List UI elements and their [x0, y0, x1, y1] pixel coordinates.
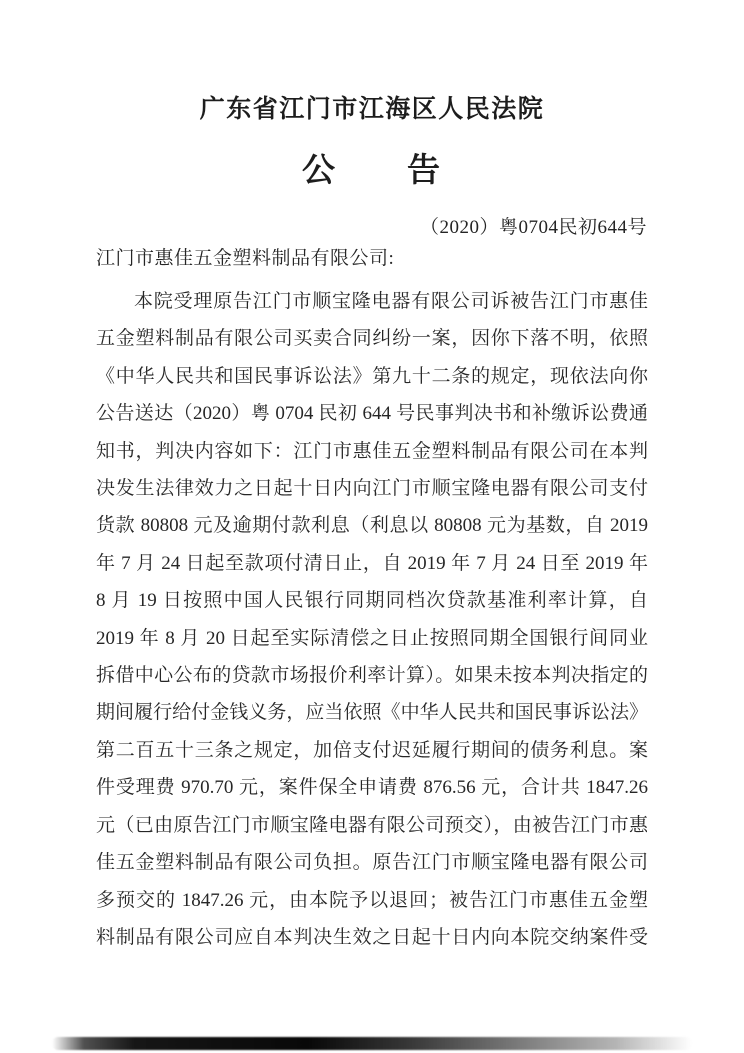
court-name-heading: 广东省江门市江海区人民法院 — [199, 96, 545, 123]
body-line: 佳五金塑料制品有限公司负担。原告江门市顺宝隆电器有限公司 — [96, 852, 648, 874]
body-line: 知书，判决内容如下：江门市惠佳五金塑料制品有限公司在本判 — [96, 440, 648, 462]
body-line: 元（已由原告江门市顺宝隆电器有限公司预交），由被告江门市惠 — [96, 814, 648, 836]
body-line: 五金塑料制品有限公司买卖合同纠纷一案，因你下落不明，依照 — [96, 328, 648, 350]
body-line: 年 7 月 24 日起至款项付清日止，自 2019 年 7 月 24 日至 2019 年 — [96, 552, 648, 574]
notice-body — [96, 283, 648, 956]
body-line: 拆借中心公布的贷款市场报价利率计算）。如果未按本判决指定的 — [96, 665, 648, 687]
body-line: 公告送达（2020）粤 0704 民初 644 号民事判决书和补缴诉讼费通 — [96, 403, 648, 425]
body-line: 料制品有限公司应自本判决生效之日起十日内向本院交纳案件受 — [96, 926, 648, 948]
addressee-line: 江门市惠佳五金塑料制品有限公司: — [96, 248, 395, 269]
case-number: （2020）粤0704民初644号 — [419, 217, 647, 238]
body-line: 《中华人民共和国民事诉讼法》第九十二条的规定，现依法向你 — [96, 365, 648, 387]
scan-edge-shadow — [52, 1037, 692, 1050]
body-line: 货款 80808 元及逾期付款利息（利息以 80808 元为基数，自 2019 — [96, 515, 648, 537]
body-line: 2019 年 8 月 20 日起至实际清偿之日止按照同期全国银行间同业 — [96, 627, 648, 649]
body-line: 多预交的 1847.26 元，由本院予以退回；被告江门市惠佳五金塑 — [96, 889, 648, 911]
body-line: 件受理费 970.70 元，案件保全申请费 876.56 元，合计共 1847.26 — [96, 777, 648, 799]
notice-title: 公 告 — [302, 153, 442, 189]
body-line: 8 月 19 日按照中国人民银行同期同档次贷款基准利率计算，自 — [96, 590, 648, 612]
body-line: 第二百五十三条之规定，加倍支付迟延履行期间的债务利息。案 — [96, 739, 648, 761]
body-line: 本院受理原告江门市顺宝隆电器有限公司诉被告江门市惠佳 — [134, 291, 648, 312]
body-line: 决发生法律效力之日起十日内向江门市顺宝隆电器有限公司支付 — [96, 478, 648, 500]
body-line: 期间履行给付金钱义务，应当依照《中华人民共和国民事诉讼法》 — [96, 702, 648, 724]
